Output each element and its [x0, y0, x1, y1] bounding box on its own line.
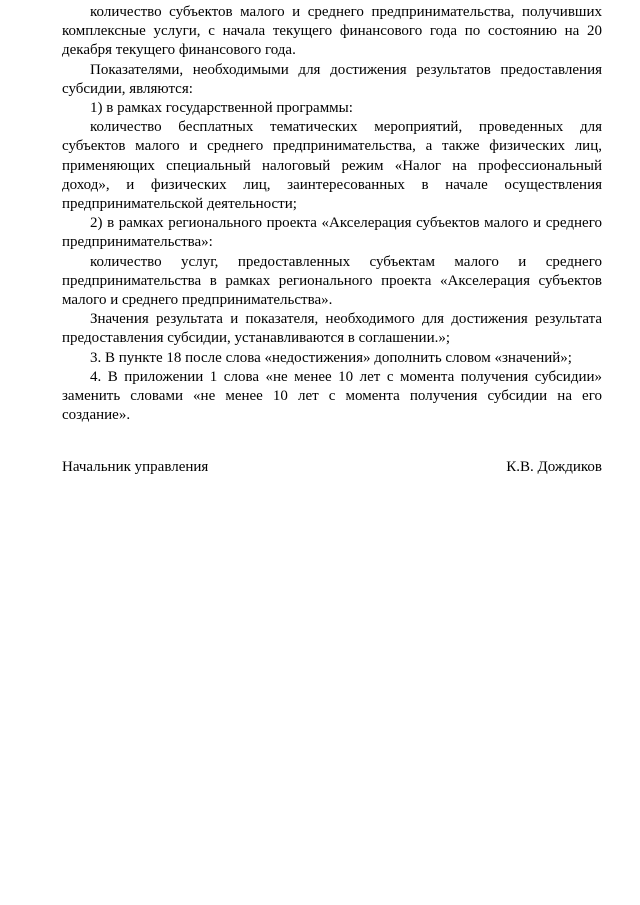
- paragraph-8: 3. В пункте 18 после слова «недостижения» дополнить словом «значений»;: [90, 349, 572, 366]
- paragraph-6: количество услуг, предоставленных субъектам малого и среднего предпринимательства в рамках регионального проекта «Акселерация субъектов малого и среднего предпринимательства».: [62, 253, 602, 309]
- signature-block: [62, 458, 602, 477]
- document-body: [62, 3, 602, 425]
- signatory-name: К.В. Дождиков: [506, 459, 602, 475]
- paragraph-3: 1) в рамках государственной программы:: [90, 100, 353, 117]
- paragraph-4: количество бесплатных тематических мероприятий, проведенных для субъектов малого и среднего предпринимательства, а также физических лиц, применяющих специальный налоговый режим «Налог на профессиональный доход», и физических лиц, заинтересованных в начале осуществления предпринимательской деятельности;: [62, 119, 602, 213]
- paragraph-2: Показателями, необходимыми для достижения результатов предоставления субсидии, являются:: [62, 61, 602, 97]
- paragraph-7: Значения результата и показателя, необходимого для достижения результата предоставления субсидии, устанавливаются в соглашении.»;: [62, 311, 602, 347]
- signatory-position: Начальник управления: [62, 459, 209, 475]
- paragraph-5: 2) в рамках регионального проекта «Акселерация субъектов малого и среднего предпринимательства»:: [62, 215, 602, 251]
- paragraph-9: 4. В приложении 1 слова «не менее 10 лет с момента получения субсидии» заменить словами «не менее 10 лет с момента получения субсидии на его создание».: [62, 368, 602, 424]
- paragraph-1: количество субъектов малого и среднего предпринимательства, получивших комплексные услуги, с начала текущего финансового года по состоянию на 20 декабря текущего финансового года.: [62, 4, 602, 59]
